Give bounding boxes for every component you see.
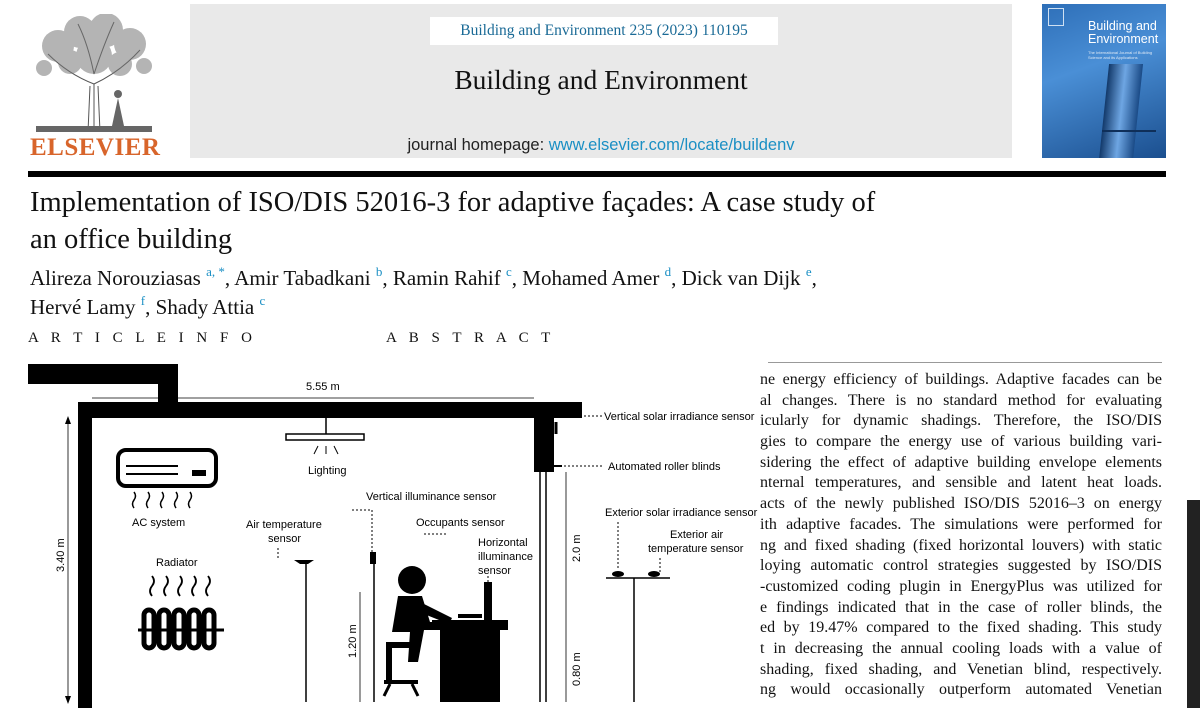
author-affiliation[interactable]: b — [375, 264, 383, 279]
dim-sill-label: 0.80 m — [571, 652, 583, 686]
abstract-line: ng would occasionally outperform automated Venetian — [760, 681, 1162, 699]
lighting-label: Lighting — [308, 465, 347, 477]
exterior-air-label-2: temperature sensor — [648, 543, 744, 555]
radiator-icon — [138, 576, 224, 648]
author-name[interactable]: Mohamed Amer — [522, 266, 660, 290]
vertical-illuminance-label: Vertical illuminance sensor — [366, 491, 497, 503]
abstract-line: gies to compare the energy use of various building vari- — [760, 433, 1162, 451]
exterior-sensor-pole — [606, 571, 670, 702]
occupants-label: Occupants sensor — [416, 517, 505, 529]
dim-sensor-label: 1.20 m — [347, 624, 359, 658]
cover-title: Building and Environment — [1088, 19, 1159, 46]
abstract-line: -customized coding plugin in EnergyPlus was utilized for — [760, 577, 1162, 595]
ac-label: AC system — [132, 517, 186, 529]
exterior-solar-label: Exterior solar irradiance sensor — [605, 507, 758, 519]
horizontal-illuminance-label-2: illuminance — [478, 551, 534, 563]
abstract-text — [760, 370, 1162, 708]
title-line-1: Implementation of ISO/DIS 52016-3 for adaptive façades: A case study of — [30, 187, 876, 218]
author-affiliation[interactable]: d — [664, 264, 672, 279]
abstract-line: ne energy efficiency of buildings. Adaptive facades can be — [760, 371, 1162, 388]
article-info-heading: A R T I C L E I N F O — [28, 330, 257, 346]
journal-name: Building and Environment — [454, 64, 748, 95]
window-edge-scrollbar[interactable] — [1187, 500, 1200, 708]
author-name[interactable]: Hervé Lamy — [30, 295, 136, 319]
roller-blinds-label: Automated roller blinds — [608, 461, 721, 473]
abstract-line: ng and fixed shading (fixed horizontal louvers) with static — [760, 536, 1162, 554]
abstract-line: shading, fixed shading, and Venetian blind, respectively. — [760, 660, 1162, 678]
air-temp-label-2: sensor — [268, 533, 302, 545]
author-name[interactable]: Shady Attia — [155, 295, 255, 319]
journal-cover-image[interactable] — [1042, 4, 1166, 158]
radiator-label: Radiator — [156, 557, 198, 569]
vertical-solar-label: Vertical solar irradiance sensor — [604, 411, 755, 423]
horizontal-illuminance-label-3: sensor — [478, 565, 512, 577]
abstract-line: loying automatic control strategies suggested by ISO/DIS — [760, 557, 1162, 575]
cover-band — [1102, 130, 1156, 132]
author-line-1: Alireza Norouziasas $^{a, *}$, Amir Tabadkani $^b$, Ramin Rahif $^c$, Mohamed Amer $^d$, Dick van Dijk $^e$, — [30, 264, 817, 290]
title-line-2: an office building — [30, 224, 233, 255]
homepage-label: journal homepage: — [407, 136, 549, 154]
horizontal-illuminance-label-1: Horizontal — [478, 537, 528, 549]
abstract-line: sidering the effect of adaptive building envelope elements — [760, 453, 1162, 471]
author-line-2: Hervé Lamy $^f$, Shady Attia $^c$ — [30, 293, 266, 319]
author-list — [30, 264, 1030, 322]
dim-height-label: 3.40 m — [55, 538, 67, 572]
elsevier-emblem-icon — [1048, 8, 1064, 26]
homepage-link[interactable]: www.elsevier.com/locate/buildenv — [548, 136, 795, 154]
abstract-line: t in decreasing the annual cooling loads with a value of — [760, 639, 1162, 657]
abstract-rule — [768, 362, 1162, 363]
abstract-line: ith adaptive facades. The simulations were performed for — [760, 515, 1162, 533]
office-section-figure — [28, 362, 768, 708]
abstract-line: e findings indicated that in the case of roller blinds, the — [760, 598, 1162, 616]
author-affiliation[interactable]: c — [505, 264, 512, 279]
abstract-heading: A B S T R A C T — [386, 330, 555, 346]
dim-width-label: 5.55 m — [306, 381, 340, 393]
air-temp-label-1: Air temperature — [246, 519, 322, 531]
ac-unit-icon — [118, 450, 216, 508]
article-title — [30, 184, 1030, 258]
author-affiliation[interactable]: a, * — [206, 264, 225, 279]
abstract-line: ed by 19.47% compared to the fixed shading. This study — [760, 619, 1162, 637]
author-name[interactable]: Alireza Norouziasas — [30, 266, 201, 290]
author-name[interactable]: Dick van Dijk — [681, 266, 801, 290]
abstract-line: al changes. There is no standard method for evaluating — [760, 391, 1162, 409]
occupant-at-desk-icon — [384, 566, 508, 702]
journal-homepage — [190, 136, 1012, 155]
publisher-wordmark: ELSEVIER — [30, 134, 161, 161]
cover-subtitle: The International Journal of Building Science and its Applications — [1088, 50, 1153, 60]
lighting-fixture-icon — [286, 418, 364, 454]
author-affiliation[interactable]: c — [259, 293, 266, 308]
author-affiliation[interactable]: e — [805, 264, 812, 279]
citation-link[interactable]: Building and Environment 235 (2023) 110195 — [430, 17, 778, 45]
exterior-air-label-1: Exterior air — [670, 529, 724, 541]
abstract-line: nternal temperatures, and sensible and latent heat loads. — [760, 474, 1162, 492]
author-name[interactable]: Ramin Rahif — [392, 266, 501, 290]
author-name[interactable]: Amir Tabadkani — [234, 266, 371, 290]
abstract-line: acts of the newly published ISO/DIS 52016–3 on energy — [760, 495, 1162, 513]
header-rule — [28, 171, 1166, 177]
author-affiliation[interactable]: f — [140, 293, 146, 308]
dim-window-label: 2.0 m — [571, 534, 583, 562]
building-tower-graphic — [1099, 64, 1143, 158]
abstract-line: icularly for dynamic shadings. Therefore, the ISO/DIS — [760, 412, 1162, 430]
